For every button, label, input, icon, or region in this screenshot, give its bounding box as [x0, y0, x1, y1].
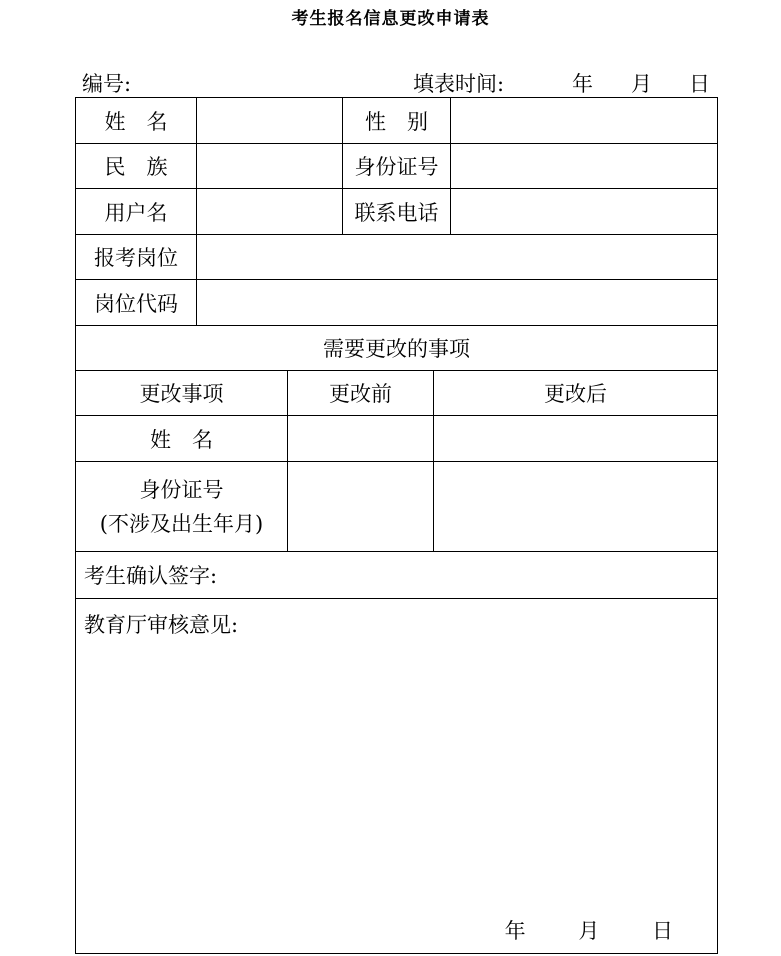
- position-label: 报考岗位: [76, 235, 197, 280]
- candidate-signature-label[interactable]: 考生确认签字:: [76, 552, 718, 599]
- table-row: [76, 189, 718, 235]
- id-number-field[interactable]: [451, 144, 718, 189]
- fill-year-label: 年: [572, 72, 593, 96]
- name-after-field[interactable]: [434, 416, 718, 462]
- review-opinion-cell[interactable]: [76, 599, 718, 954]
- serial-number-label: 编号:: [82, 72, 132, 96]
- gender-field[interactable]: [451, 98, 718, 144]
- change-id-label-line2: (不涉及出生年月): [99, 511, 264, 536]
- table-row: [76, 235, 718, 280]
- fill-time-label: 填表时间:: [413, 72, 505, 96]
- position-field[interactable]: [197, 235, 718, 280]
- ethnicity-label: 民 族: [76, 144, 197, 189]
- change-id-label-line1: 身份证号: [139, 477, 224, 502]
- phone-label: 联系电话: [343, 189, 451, 235]
- col-header-before: 更改前: [288, 371, 434, 416]
- table-row: [76, 326, 718, 371]
- fill-day-label: 日: [689, 72, 710, 96]
- review-opinion-label: 教育厅审核意见:: [84, 613, 239, 637]
- id-number-label: 身份证号: [343, 144, 451, 189]
- id-before-field[interactable]: [288, 462, 434, 552]
- position-code-label: 岗位代码: [76, 280, 197, 326]
- table-row: [76, 462, 718, 552]
- changes-section-title: 需要更改的事项: [76, 326, 718, 371]
- name-before-field[interactable]: [288, 416, 434, 462]
- review-month-label: 月: [578, 919, 600, 943]
- name-field[interactable]: [197, 98, 343, 144]
- review-day-label: 日: [652, 919, 673, 943]
- review-date-line: [505, 915, 673, 945]
- change-id-label: [76, 462, 288, 552]
- position-code-field[interactable]: [197, 280, 718, 326]
- username-label: 用户名: [76, 189, 197, 235]
- phone-field[interactable]: [451, 189, 718, 235]
- gender-label: 性 别: [343, 98, 451, 144]
- name-label: 姓 名: [76, 98, 197, 144]
- table-row: [76, 98, 718, 144]
- fill-month-label: 月: [631, 72, 652, 96]
- change-name-label: 姓 名: [76, 416, 288, 462]
- table-row: [76, 144, 718, 189]
- table-row: [76, 552, 718, 599]
- application-form-table: [75, 97, 718, 954]
- ethnicity-field[interactable]: [197, 144, 343, 189]
- id-after-field[interactable]: [434, 462, 718, 552]
- username-field[interactable]: [197, 189, 343, 235]
- col-header-item: 更改事项: [76, 371, 288, 416]
- review-year-label: 年: [504, 919, 526, 943]
- form-title: 考生报名信息更改申请表: [291, 9, 490, 29]
- col-header-after: 更改后: [434, 371, 718, 416]
- table-row: [76, 371, 718, 416]
- table-row: [76, 599, 718, 954]
- table-row: [76, 280, 718, 326]
- table-row: [76, 416, 718, 462]
